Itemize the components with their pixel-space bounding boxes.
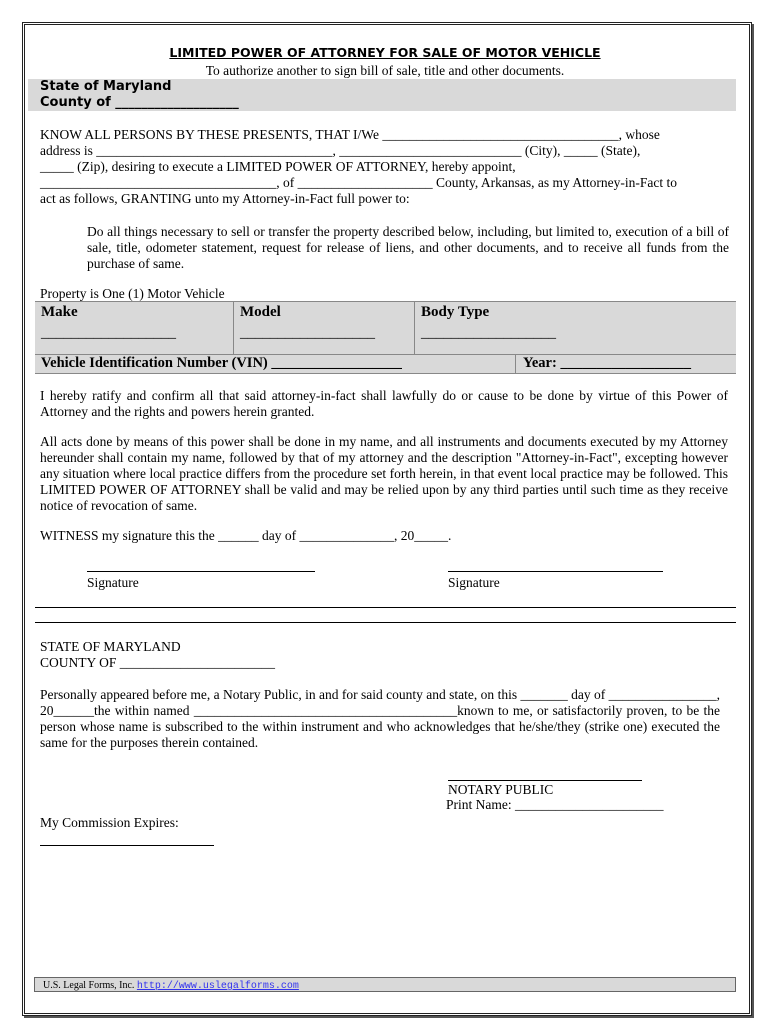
signature-line[interactable] [87,571,315,572]
model-cell [234,302,414,354]
intro-line: act as follows, GRANTING unto my Attorney-in-Fact full power to: [40,191,410,206]
intro-paragraph [40,127,730,207]
vin-field[interactable]: Vehicle Identification Number (VIN) __________________ [41,355,402,371]
footer-company: U.S. Legal Forms, Inc. [43,980,135,991]
notary-public-label: NOTARY PUBLIC [448,782,554,797]
intro-line[interactable]: _____ (Zip), desiring to execute a LIMITED POWER OF ATTORNEY, hereby appoint, [40,159,516,174]
intro-line[interactable]: KNOW ALL PERSONS BY THESE PRESENTS, THAT I/We ___________________________________, whose [40,127,660,142]
commission-label: My Commission Expires: [40,815,179,830]
section-divider [35,607,736,608]
notary-venue [40,639,275,671]
make-cell [35,302,233,354]
body-type-cell [415,302,735,354]
intro-line[interactable]: ___________________________________, of ____________________ County, Arkansas, as my Attorney-in-Fact to [40,175,677,190]
notary-county-field[interactable]: COUNTY OF _______________________ [40,655,276,670]
section-divider [35,622,736,623]
divider [515,355,516,373]
property-label: Property is One (1) Motor Vehicle [40,286,225,301]
print-name-field[interactable]: Print Name: ______________________ [446,797,664,812]
model-label: Model [240,304,281,320]
state-label: State of Maryland [40,79,172,94]
intro-line[interactable]: address is ___________________________________, ___________________________ (City), _____ (State), [40,143,641,158]
vehicle-table [35,301,736,374]
signature-line[interactable] [448,571,663,572]
notary-paragraph: Personally appeared before me, a Notary Public, in and for said county and state, on this _______ day of ________________, 20______the within named _______________________________________known to me, or satisfactorily proven, to be the person whose name is subscribed to the within instrument and who acknowledges that he/she/they (strike one) executed the same for the purposes therein contained. [40,687,720,750]
make-label: Make [41,304,78,320]
witness-line[interactable]: WITNESS my signature this the ______ day of ______________, 20_____. [40,528,452,543]
footer-link[interactable]: http://www.uslegalforms.com [136,981,299,992]
body-type-label: Body Type [421,304,490,320]
make-field[interactable]: __________________ [41,325,176,341]
document-title: LIMITED POWER OF ATTORNEY FOR SALE OF MOTOR VEHICLE [169,45,601,60]
footer-bar [34,977,736,992]
notary-state: STATE OF MARYLAND [40,639,181,654]
notary-signature-line[interactable] [448,780,642,781]
jurisdiction-header [28,79,736,111]
model-field[interactable]: __________________ [240,325,375,341]
county-field[interactable]: County of ___________________ [40,95,239,110]
commission-expiry-line[interactable] [40,845,214,846]
signature-label: Signature [87,575,139,590]
body-type-field[interactable]: __________________ [421,325,556,341]
year-field[interactable]: Year: __________________ [523,355,691,371]
acts-paragraph: All acts done by means of this power shall be done in my name, and all instruments and documents executed by my Attorney hereunder shall contain my name, followed by that of my attorney and the description "Attorney-in-Fact", excepting however any situation where local practice differs from the procedure set forth herein, in that event local practice may be followed. This LIMITED POWER OF ATTORNEY shall be valid and may be relied upon by any third parties until such time as they receive notice of revocation of same. [40,434,728,513]
powers-paragraph: Do all things necessary to sell or transfer the property described below, including, but limited to, execution of a bill of sale, title, odometer statement, request for release of liens, and other documents, and to receive all funds from the purchase of same. [87,224,729,271]
ratify-paragraph: I hereby ratify and confirm all that said attorney-in-fact shall lawfully do or cause to be done by virtue of this Power of Attorney and the rights and powers herein granted. [40,388,728,419]
document-subtitle: To authorize another to sign bill of sale, title and other documents. [205,63,565,78]
signature-label: Signature [448,575,500,590]
